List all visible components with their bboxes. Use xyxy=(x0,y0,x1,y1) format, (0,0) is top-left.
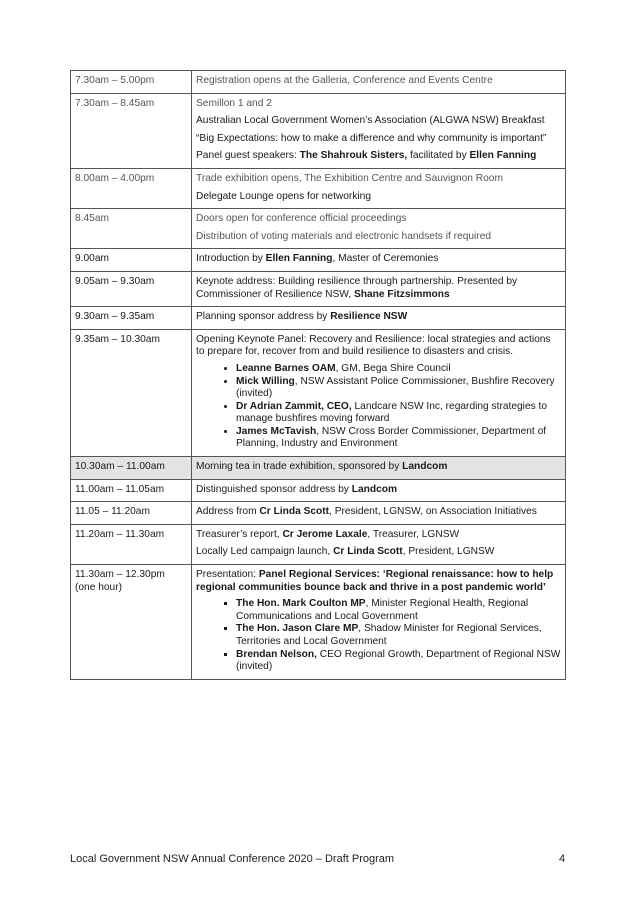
event-text: Distribution of voting materials and electronic handsets if required xyxy=(196,230,492,242)
time-cell: 9.05am – 9.30am xyxy=(71,271,192,306)
time-cell: 11.05 – 11.20am xyxy=(71,502,192,525)
event-cell xyxy=(192,93,566,168)
event-cell xyxy=(192,565,566,680)
table-row xyxy=(71,524,566,564)
table-row xyxy=(71,329,566,456)
speaker-name: Ellen Fanning xyxy=(469,150,537,162)
event-cell xyxy=(192,71,566,94)
event-cell xyxy=(192,457,566,480)
event-cell xyxy=(192,479,566,502)
time-cell: 8.00am – 4.00pm xyxy=(71,168,192,208)
event-text: “Big Expectations: how to make a difference and why community is important” xyxy=(196,132,547,144)
event-text: Address from Cr Linda Scott, President, LGNSW, on Association Initiatives xyxy=(196,506,537,518)
speaker-name: Cr Jerome Laxale xyxy=(282,528,368,540)
event-text: Registration opens at the Galleria, Conference and Events Centre xyxy=(196,75,493,86)
event-cell xyxy=(192,524,566,564)
table-row xyxy=(71,565,566,680)
time-cell: 10.30am – 11.00am xyxy=(71,457,192,480)
time-cell: 7.30am – 8.45am xyxy=(71,93,192,168)
event-cell xyxy=(192,249,566,272)
event-text: Keynote address: Building resilience through partnership. Presented by Commissioner of Resilience NSW, Shane Fitzsimmons xyxy=(196,275,518,300)
event-text: Locally Led campaign launch, Cr Linda Scott, President, LGNSW xyxy=(196,546,495,558)
event-text: Treasurer’s report, Cr Jerome Laxale, Treasurer, LGNSW xyxy=(196,528,460,540)
list-item: ▪ Brendan Nelson, CEO Regional Growth, Department of Regional NSW (invited) xyxy=(236,649,561,674)
session-title: Panel Regional Services: ‘Regional renaissance: how to help regional communities bounce back and thrive in a post pandemic world’ xyxy=(196,569,554,593)
time-cell: 9.00am xyxy=(71,249,192,272)
event-cell xyxy=(192,329,566,456)
table-row xyxy=(71,479,566,502)
speaker-list xyxy=(196,363,561,451)
list-item: • Dr Adrian Zammit, CEO, Landcare NSW Inc, regarding strategies to manage bushfires moving forward xyxy=(236,401,561,426)
event-text: Doors open for conference official proceedings xyxy=(196,213,407,225)
event-text: Morning tea in trade exhibition, sponsored by Landcom xyxy=(196,461,448,473)
table-row xyxy=(71,93,566,168)
sponsor-name: Landcom xyxy=(351,483,398,495)
list-item: • Leanne Barnes OAM, GM, Bega Shire Council xyxy=(236,363,561,376)
time-cell: 9.35am – 10.30am xyxy=(71,329,192,456)
list-item: ▪ The Hon. Jason Clare MP, Shadow Minister for Regional Services, Territories and Local Government xyxy=(236,623,561,648)
event-cell xyxy=(192,209,566,249)
time-duration: (one hour) xyxy=(75,581,123,593)
time-cell: 11.00am – 11.05am xyxy=(71,479,192,502)
table-row xyxy=(71,271,566,306)
program-table xyxy=(70,70,566,680)
event-cell xyxy=(192,168,566,208)
list-item: • Mick Willing, NSW Assistant Police Commissioner, Bushfire Recovery (invited) xyxy=(236,376,561,401)
time-range: 11.30am – 12.30pm xyxy=(75,569,165,581)
list-item: • James McTavish, NSW Cross Border Commissioner, Department of Planning, Industry and Environment xyxy=(236,426,561,451)
time-cell: 9.30am – 9.35am xyxy=(71,307,192,330)
time-cell: 11.20am – 11.30am xyxy=(71,524,192,564)
speaker-name: Ellen Fanning xyxy=(265,253,333,265)
footer-title: Local Government NSW Annual Conference 2020 – Draft Program xyxy=(70,853,395,865)
page-number: 4 xyxy=(559,853,566,865)
event-text: Opening Keynote Panel: Recovery and Resilience: local strategies and actions to prepare for, recover from and build resilience to disasters and crisis. xyxy=(196,333,551,358)
table-row xyxy=(71,249,566,272)
table-row xyxy=(71,457,566,480)
event-cell xyxy=(192,502,566,525)
event-text: Australian Local Government Women’s Association (ALGWA NSW) Breakfast xyxy=(196,115,545,127)
speaker-name: Cr Linda Scott xyxy=(259,506,330,518)
table-row xyxy=(71,502,566,525)
event-text: Planning sponsor address by Resilience NSW xyxy=(196,311,408,323)
event-cell xyxy=(192,307,566,330)
table-row xyxy=(71,71,566,94)
event-text: Panel guest speakers: The Shahrouk Sisters, facilitated by Ellen Fanning xyxy=(196,150,537,162)
list-item: ▪ The Hon. Mark Coulton MP, Minister Regional Health, Regional Communications and Local Government xyxy=(236,598,561,623)
speaker-name: Cr Linda Scott xyxy=(333,546,403,558)
event-text: Presentation: Panel Regional Services: ‘Regional renaissance: how to help regional communities bounce back and thrive in a post pandemic world’ xyxy=(196,569,554,593)
event-text: Distinguished sponsor address by Landcom xyxy=(196,483,398,495)
time-cell: 8.45am xyxy=(71,209,192,249)
speaker-name: Shane Fitzsimmons xyxy=(353,288,450,300)
table-row xyxy=(71,168,566,208)
sponsor-name: Landcom xyxy=(402,461,448,473)
speaker-list xyxy=(196,598,561,674)
table-row xyxy=(71,307,566,330)
event-text: Introduction by Ellen Fanning, Master of Ceremonies xyxy=(196,253,439,265)
table-row xyxy=(71,209,566,249)
time-cell xyxy=(71,565,192,680)
speaker-name: The Shahrouk Sisters, xyxy=(299,150,408,162)
event-text: Trade exhibition opens, The Exhibition Centre and Sauvignon Room xyxy=(196,172,503,184)
event-text: Delegate Lounge opens for networking xyxy=(196,190,372,202)
time-cell: 7.30am – 5.00pm xyxy=(71,71,192,94)
event-venue: Semillon 1 and 2 xyxy=(196,97,272,109)
event-cell xyxy=(192,271,566,306)
sponsor-name: Resilience NSW xyxy=(330,311,408,323)
